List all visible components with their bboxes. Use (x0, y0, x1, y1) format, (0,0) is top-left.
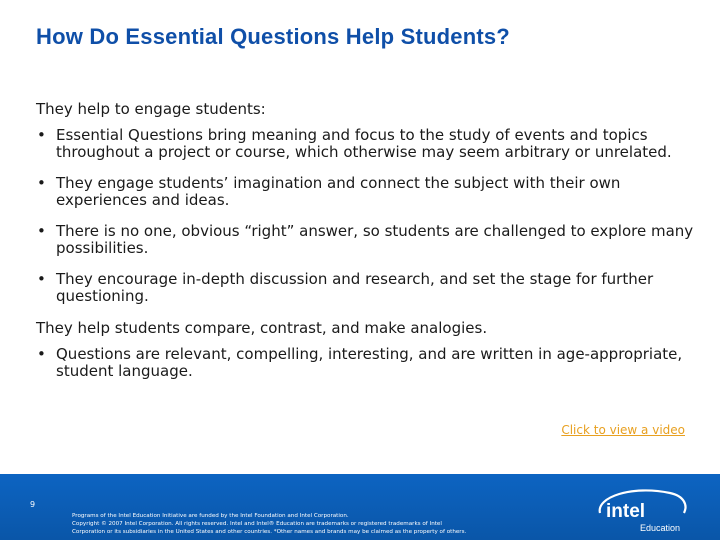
bullet-text: Questions are relevant, compelling, interesting, and are written in age-appropriate, student language. (56, 345, 683, 380)
bullet-list-compare (36, 346, 696, 380)
logo-sub: Education (640, 523, 681, 533)
page-title: How Do Essential Questions Help Students? (36, 24, 510, 49)
bullet-item (36, 223, 696, 257)
bullet-glyph: • (37, 345, 46, 363)
bullet-text: There is no one, obvious “right” answer, so students are challenged to explore many possibilities. (56, 222, 694, 257)
section-lead-engage: They help to engage students: (36, 100, 266, 118)
bullet-item (36, 127, 696, 161)
slide-content (36, 100, 696, 394)
bullet-glyph: • (37, 270, 46, 288)
bullet-glyph: • (37, 222, 46, 240)
video-link[interactable]: Click to view a video (561, 423, 685, 437)
bullet-list-engage (36, 127, 696, 305)
bullet-text: They encourage in-depth discussion and research, and set the stage for further questioning. (56, 270, 654, 305)
bullet-glyph: • (37, 126, 46, 144)
legal-notice (72, 512, 582, 536)
bullet-item (36, 346, 696, 380)
bullet-text: They engage students’ imagination and connect the subject with their own experiences and ideas. (56, 174, 621, 209)
legal-line: Copyright © 2007 Intel Corporation. All rights reserved. Intel and Intel® Education are trademarks or registered trademarks of Intel (72, 521, 442, 527)
section-lead-compare: They help students compare, contrast, and make analogies. (36, 319, 488, 337)
bullet-item (36, 175, 696, 209)
bullet-glyph: • (37, 174, 46, 192)
bullet-item (36, 271, 696, 305)
legal-line: Corporation or its subsidiaries in the United States and other countries. *Other names and brands may be claimed as the property of others. (72, 529, 467, 535)
logo-word: intel (606, 501, 646, 522)
bullet-text: Essential Questions bring meaning and focus to the study of events and topics throughout a project or course, which otherwise may seem arbitrary or unrelated. (56, 126, 672, 161)
page-number: 9 (30, 500, 36, 509)
legal-line: Programs of the Intel Education Initiative are funded by the Intel Foundation and Intel Corporation. (72, 513, 349, 519)
intel-education-logo (592, 487, 692, 537)
